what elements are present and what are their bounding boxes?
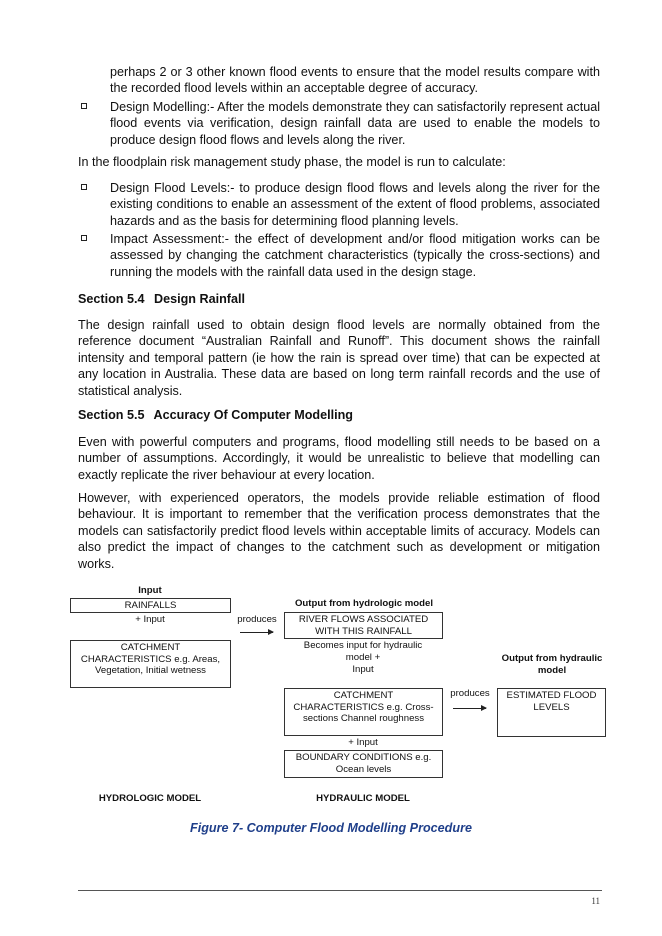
estimated-flood-levels-box: ESTIMATED FLOOD LEVELS (497, 688, 606, 737)
bullet-text: Impact Assessment:- the effect of development and/or flood mitigation works can be assessed by changing the catchment characteristics (typically the cross-sections) and running the models with the rainfall data used in the design stage. (110, 232, 600, 279)
figure-caption: Figure 7- Computer Flood Modelling Procedure (190, 821, 472, 835)
bullet-text: Design Flood Levels:- to produce design flood flows and levels along the river for the existing conditions to enable an assessment of the extent of flood problems, associated hazards and as the basis for determining flood planning levels. (110, 181, 600, 228)
becomes-input-label: Becomes input for hydraulic model + (303, 640, 423, 663)
output-hydraulic-title: Output from hydraulic model (501, 653, 603, 676)
section-5-4-heading (78, 291, 245, 307)
input-title: Input (138, 585, 162, 596)
checkbox-bullet-icon (81, 235, 87, 241)
section-5-5-heading (78, 407, 353, 423)
page-number: 11 (591, 896, 600, 906)
checkbox-bullet-icon (81, 103, 87, 109)
produces-arrow-icon (453, 708, 486, 709)
section-title: Design Rainfall (154, 292, 245, 306)
boundary-conditions-box: BOUNDARY CONDITIONS e.g. Ocean levels (284, 750, 443, 778)
hydrologic-model-label: HYDROLOGIC MODEL (98, 793, 202, 804)
bullet-text: Design Modelling:- After the models demonstrate they can satisfactorily represent actual flood events via verification, design rainfall data are used to enable the models to produce design flood flows and levels along the river. (110, 100, 600, 147)
section-number: Section 5.4 (78, 292, 145, 306)
section-5-4-body: The design rainfall used to obtain design flood levels are normally obtained from the reference document “Australian Rainfall and Runoff”. This document shows the rainfall intensity and temporal pattern (ie how the rain is spread over time) that can be expected at any location in Australia. These data are based on long term rainfall records and the use of statistical analysis. (78, 318, 600, 398)
section-5-5-body-1: Even with powerful computers and programs, flood modelling still needs to be based on a number of assumptions. Accordingly, it would be unrealistic to believe that modelling can exactly replicate the river behaviour at every location. (78, 435, 600, 482)
output-hydrologic-title: Output from hydrologic model (294, 598, 434, 609)
rainfalls-box: RAINFALLS (70, 598, 231, 613)
hydraulic-catchment-box: CATCHMENT CHARACTERISTICS e.g. Cross-sections Channel roughness (284, 688, 443, 736)
intro-continuation: perhaps 2 or 3 other known flood events to ensure that the model results compare with the recorded flood levels within an acceptable degree of accuracy. (110, 65, 600, 96)
risk-study-paragraph: In the floodplain risk management study phase, the model is run to calculate: (78, 155, 506, 169)
produces-arrow-icon (240, 632, 273, 633)
plus-input-label: + Input (135, 614, 165, 625)
checkbox-bullet-icon (81, 184, 87, 190)
input-label: Input (352, 664, 374, 675)
section-title: Accuracy Of Computer Modelling (153, 408, 353, 422)
produces-label: produces (450, 688, 490, 699)
plus-input-label: + Input (348, 737, 378, 748)
footer-divider (78, 890, 602, 891)
hydraulic-model-label: HYDRAULIC MODEL (316, 793, 410, 804)
section-number: Section 5.5 (78, 408, 145, 422)
hydrologic-catchment-box: CATCHMENT CHARACTERISTICS e.g. Areas, Vegetation, Initial wetness (70, 640, 231, 688)
section-5-5-body-2: However, with experienced operators, the models provide reliable estimation of flood behaviour. It is important to remember that the verification process demonstrates that the models can satisfactorily predict flood levels within acceptable limits of accuracy. Models can also predict the impact of changes to the catchment such as development or mitigation works. (78, 491, 600, 571)
river-flows-box: RIVER FLOWS ASSOCIATED WITH THIS RAINFALL (284, 612, 443, 639)
produces-label: produces (237, 614, 277, 625)
